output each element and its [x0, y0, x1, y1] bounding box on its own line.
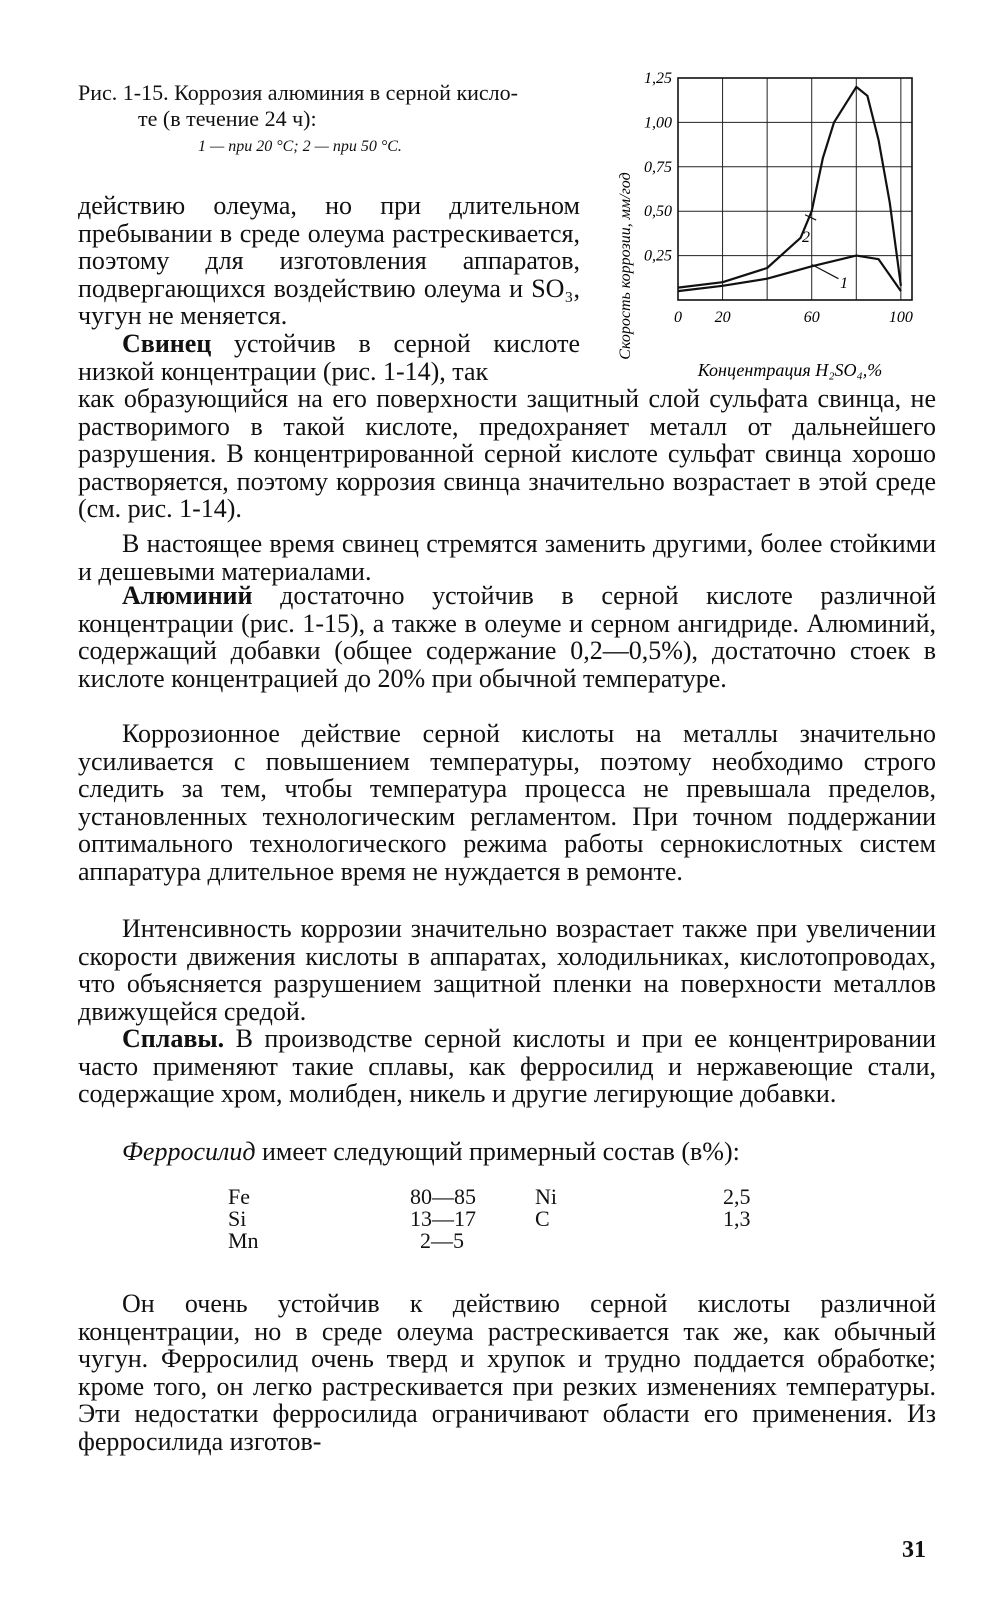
paragraph-aluminium: Алюминий достаточно устойчив в серной кислоте различной концентрации (рис. 1-15), а также в олеуме и серном ангидриде. Алюминий, содержащий добавки (общее содержание 0,2—0,5%), достаточно стоек в кислоте концентрацией до 20% при обычной температуре. — [78, 581, 936, 693]
element-name: Si — [228, 1206, 247, 1231]
figure-legend: 1 — при 20 °C; 2 — при 50 °C. — [198, 138, 402, 155]
x-axis-label: Концентрация H₂SO₄,% — [697, 360, 883, 380]
element-name: Fe — [228, 1184, 250, 1209]
element-value — [723, 1230, 751, 1252]
y-tick-label: 0,25 — [644, 247, 672, 265]
paragraph-velocity: Интенсивность коррозии значительно возрастает также при увеличении скорости движения кислоты в аппаратах, холодильниках, кислотопроводах, что объясняется разрушением защитной пленки на поверхности металлов движущейся средой. — [78, 914, 936, 1026]
page-number: 31 — [902, 1537, 926, 1563]
table-row — [228, 1230, 751, 1252]
x-tick-label: 0 — [674, 309, 682, 326]
element-name — [535, 1230, 723, 1252]
composition-table — [228, 1186, 751, 1252]
paragraph-ferrosilid: Ферросилид имеет следующий примерный состав (в%): — [122, 1137, 740, 1166]
figure-caption — [78, 80, 598, 160]
paragraph-temperature: Коррозионное действие серной кислоты на металлы значительно усиливается с повышением температуры, поэтому необходимо строго следить за тем, чтобы температура процесса не превышала пределов, установленных технологическим регламентом. При точном поддержании оптимального технологического режима работы сернокислотных систем аппаратура длительное время не нуждается в ремонте. — [78, 719, 936, 886]
figure-title-line2: те (в течение 24 ч): — [138, 106, 317, 131]
element-value: 1,3 — [723, 1206, 751, 1231]
element-value: 13—17 — [410, 1206, 476, 1231]
plot-frame — [678, 78, 912, 300]
paragraph-lead-a: Свинец устойчив в серной кислоте низкой концентрации (рис. 1-14), так — [78, 329, 580, 386]
element-value: 80—85 — [410, 1184, 476, 1209]
element-name: Mn — [228, 1228, 259, 1253]
term-alloys: Сплавы. — [122, 1024, 225, 1053]
element-name: C — [535, 1206, 550, 1231]
y-tick-label: 0,75 — [644, 158, 672, 176]
figure-number: Рис. 1-15. — [78, 80, 169, 105]
y-tick-label: 1,00 — [644, 114, 672, 132]
series-label-1: 1 — [840, 275, 848, 292]
y-tick-label: 0,50 — [644, 203, 672, 221]
term-lead: Свинец — [122, 329, 212, 358]
element-value: 2,5 — [723, 1184, 751, 1209]
element-name: Ni — [535, 1184, 557, 1209]
y-tick-label: 1,25 — [644, 70, 672, 87]
figure-title-line1: Коррозия алюминия в серной кисло- — [174, 80, 518, 105]
x-tick-label: 100 — [888, 309, 913, 326]
label-leader-1 — [812, 264, 839, 278]
paragraph-lead-replace: В настоящее время свинец стремятся заменить другими, более стойкими и дешевыми материалами. — [78, 529, 936, 586]
x-tick-label: 60 — [803, 309, 820, 326]
term-aluminium: Алюминий — [122, 581, 253, 610]
y-axis-label: Скорость коррозии, мм/год — [617, 172, 634, 360]
term-ferrosilid: Ферросилид — [122, 1137, 256, 1166]
paragraph-alloys: Сплавы. В производстве серной кислоты и при ее концентрировании часто применяют такие сплавы, как ферросилид и нержавеющие стали, содержащие хром, молибден, никель и другие легирующие добавки. — [78, 1024, 936, 1109]
series-line-1 — [678, 256, 901, 292]
corrosion-chart — [600, 66, 940, 386]
series-label-2: 2 — [802, 229, 810, 246]
paragraph-oleum: действию олеума, но при длительном пребывании в среде олеума растрескивается, поэтому для изготовления аппаратов, подвергающихся воздействию олеума и SO₃, чугун не меняется. — [78, 191, 580, 331]
chart-axes — [678, 78, 912, 300]
chart-grid — [678, 78, 912, 300]
table-row — [228, 1208, 751, 1230]
x-tick-label: 20 — [714, 309, 731, 326]
chart-series — [678, 87, 901, 291]
element-value: 2—5 — [420, 1228, 464, 1253]
paragraph-ferrosilid-properties: Он очень устойчив к действию серной кислоты различной концентрации, но в среде олеума растрескивается так же, как обычный чугун. Ферросилид очень тверд и хрупок и трудно поддается обработке; кроме того, он легко растрескивается при резких изменениях температуры. Эти недостатки ферросилида ограничивают области его применения. Из ферросилида изготов- — [78, 1289, 936, 1456]
table-row — [228, 1186, 751, 1208]
paragraph-lead-b: как образующийся на его поверхности защитный слой сульфата свинца, не растворимого в такой кислоте, предохраняет металл от дальнейшего разрушения. В концентрированной серной кислоте сульфат свинца хорошо растворяется, поэтому коррозия свинца значительно возрастает в этой среде (см. рис. 1-14). — [78, 384, 936, 524]
